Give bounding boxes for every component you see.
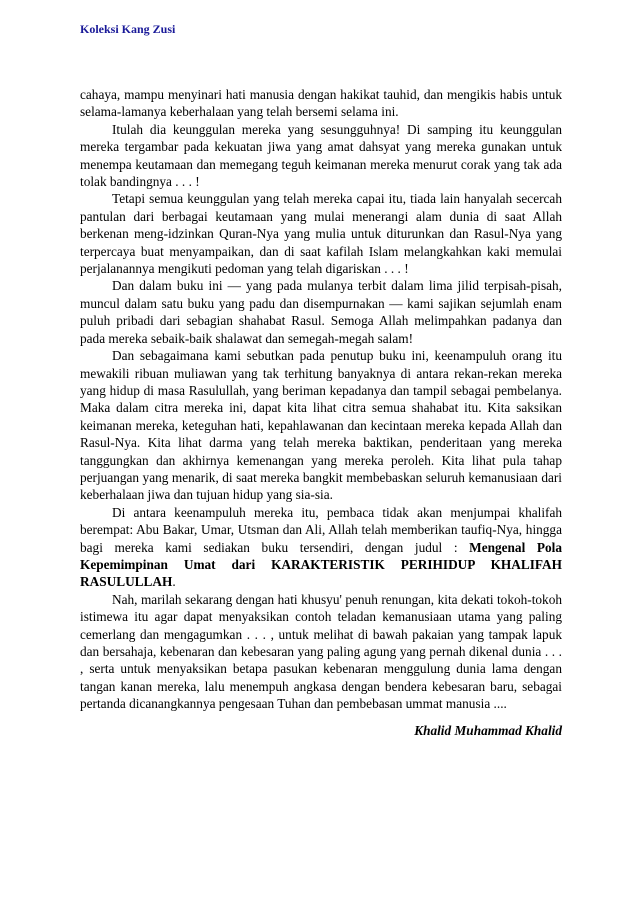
paragraph-3: Tetapi semua keunggulan yang telah mereka capai itu, tiada lain hanyalah secercah pantulan dari berbagai keutamaan yang mulai menerangi alam dunia di saat Allah berkenan meng-idzinkan Quran-Nya yang mulia untuk diturunkan dan Rasul-Nya yang terpercaya buat menyampaikan, dan di saat kafilah Islam melangkahkan kaki memulai perjalanannya mengikuti pedoman yang telah digariskan . . . ! [80,191,562,277]
paragraph-2: Itulah dia keunggulan mereka yang sesungguhnya! Di samping itu keunggulan mereka tergambar pada kekuatan jiwa yang amat dahsyat yang mereka gunakan untuk menempa keutamaan dan memegang teguh keimanan mereka menurut corak yang tak ada tolak bandingnya . . . ! [80,121,562,190]
paragraph-4: Dan dalam buku ini — yang pada mulanya terbit dalam lima jilid terpisah-pisah, muncul dalam satu buku yang padu dan disempurnakan — kami sajikan sejumlah enam puluh pribadi dari sebagian shahabat Rasul. Semoga Allah melimpahkan padanya dan pada mereka sebaik-baik shalawat dan semegah-megah salam! [80,278,562,346]
paragraph-6-text: Di antara keenampuluh mereka itu, pembaca tidak akan menjumpai khalifah berempat: Abu Bakar, Umar, Utsman dan Ali, Allah telah memberikan taufiq-Nya, hingga bagi mereka kami sediakan buku tersendiri, dengan judul : [80,504,562,555]
paragraph-5: Dan sebagaimana kami sebutkan pada penutup buku ini, keenampuluh orang itu mewakili ribuan muliawan yang tak terhitung banyaknya di antara rekan-rekan mereka yang hidup di masa Rasulullah, yang beriman kepadanya dan tampil sebagai pembelanya. Maka dalam citra mereka ini, dapat kita lihat citra semua shahabat itu. Kita saksikan keimanan mereka, keteguhan hati, kepahlawanan dan kecintaan mereka kepada Allah dan Rasul-Nya. Kita lihat darma yang telah mereka baktikan, penderitaan yang mereka tanggungkan dan akhirnya kemenangan yang mereka peroleh. Kita lihat pula tahap perjuangan yang menarik, di saat mereka bangkit membebaskan seluruh kemanusiaan dari keberhalaan jiwa dan tujuan hidup yang sia-sia. [80,348,562,503]
paragraph-6 [80,504,562,591]
paragraph-6-end: . [172,574,176,590]
paragraph-7: Nah, marilah sekarang dengan hati khusyu' penuh renungan, kita dekati tokoh-tokoh istimewa itu agar dapat menyaksikan contoh teladan kemanusiaan utama yang paling cemerlang dan mengagumkan . . . , untuk melihat di bawah pakaian yang tampak lapuk dan bersahaja, kebenaran dan kebesaran yang paling agung yang pernah dikenal dunia . . . , serta untuk menyaksikan betapa pasukan kebenaran menggulung dunia lama dengan tangan kanan mereka, lalu menempuh angkasa dengan bendera kebesaran baru, sebagai pertanda dicanangkannya pengesaan Tuhan dan pembebasan ummat manusia .... [80,591,562,712]
page-header-title: Koleksi Kang Zusi [80,22,176,36]
book-title-bold: Mengenal Pola Kepemimpinan Umat dari KARAKTERISTIK PERIHIDUP KHALIFAH RASULULLAH [80,539,562,590]
paragraph-1: cahaya, mampu menyinari hati manusia dengan hakikat tauhid, dan mengikis habis untuk selama-lamanya keberhalaan yang telah bersemi selama ini. [80,87,562,120]
author-signature: Khalid Muhammad Khalid [414,722,562,738]
document-body [80,86,562,739]
